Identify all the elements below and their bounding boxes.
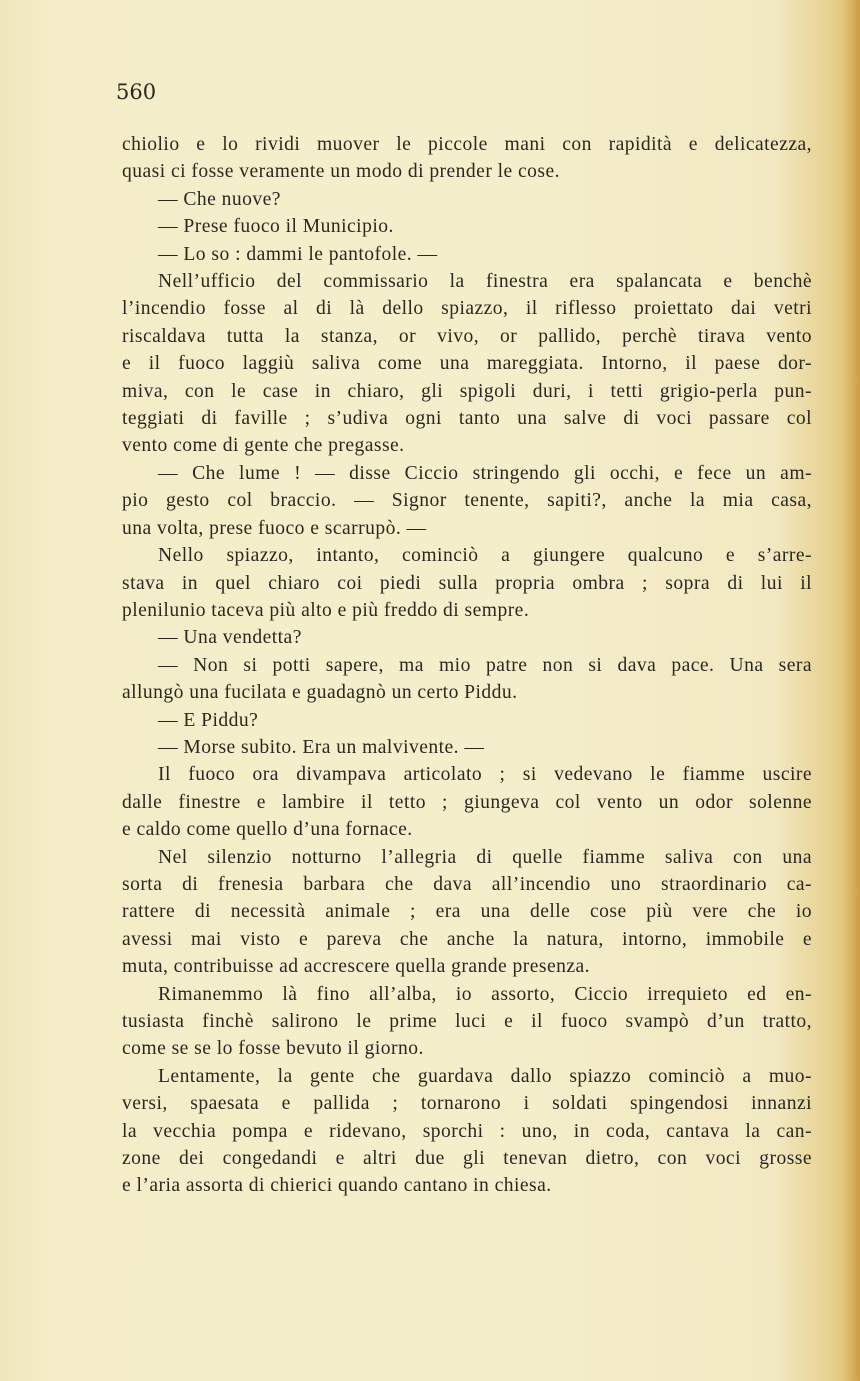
dialogue-line: — Morse subito. Era un malvivente. — bbox=[158, 736, 485, 758]
text-line: riscaldava tutta la stanza, or vivo, or pallido, perchè tirava vento bbox=[122, 325, 812, 347]
text-line: Lentamente, la gente che guardava dallo spiazzo cominciò a muo- bbox=[158, 1065, 812, 1087]
text-line: Nel silenzio notturno l’allegria di quelle fiamme saliva con una bbox=[158, 846, 812, 868]
text-line: avessi mai visto e pareva che anche la natura, intorno, immobile e bbox=[122, 928, 812, 950]
text-line: Nell’ufficio del commissario la finestra era spalancata e benchè bbox=[158, 271, 812, 293]
dialogue-line: — Una vendetta? bbox=[158, 627, 302, 649]
dialogue-line: — Che nuove? bbox=[158, 188, 281, 210]
text-line: miva, con le case in chiaro, gli spigoli duri, i tetti grigio-perla pun- bbox=[122, 380, 812, 402]
text-line: pio gesto col braccio. — Signor tenente, sapiti?, anche la mia casa, bbox=[122, 490, 812, 512]
page-number: 560 bbox=[116, 80, 157, 104]
text-line: e l’aria assorta di chierici quando cantano in chiesa. bbox=[122, 1175, 552, 1197]
text-line: zone dei congedandi e altri due gli tenevan dietro, con voci grosse bbox=[122, 1148, 812, 1170]
text-line: Nello spiazzo, intanto, cominciò a giungere qualcuno e s’arre- bbox=[158, 545, 812, 567]
dialogue-line: — Non si potti sapere, ma mio patre non si dava pace. Una sera bbox=[158, 654, 812, 676]
text-line: rattere di necessità animale ; era una delle cose più vere che io bbox=[122, 901, 812, 923]
text-line: muta, contribuisse ad accrescere quella grande presenza. bbox=[122, 956, 591, 978]
text-line: plenilunio taceva più alto e più freddo di sempre. bbox=[122, 599, 530, 621]
text-line: Il fuoco ora divampava articolato ; si vedevano le fiamme uscire bbox=[158, 764, 812, 786]
text-line: chiolio e lo rividi muover le piccole mani con rapidità e delicatezza, bbox=[122, 134, 812, 155]
text-line: come se se lo fosse bevuto il giorno. bbox=[122, 1038, 424, 1060]
text-line: allungò una fucilata e guadagnò un certo Piddu. bbox=[122, 682, 518, 704]
dialogue-line: — Lo so : dammi le pantofole. — bbox=[158, 243, 438, 265]
text-line: l’incendio fosse al di là dello spiazzo, il riflesso proiettato dai vetri bbox=[122, 298, 812, 320]
text-line: sorta di frenesia barbara che dava all’incendio uno straordinario ca- bbox=[122, 873, 812, 895]
text-line: versi, spaesata e pallida ; tornarono i soldati spingendosi innanzi bbox=[122, 1093, 812, 1115]
text-line: dalle finestre e lambire il tetto ; giungeva col vento un odor solenne bbox=[122, 791, 812, 813]
text-line: e caldo come quello d’una fornace. bbox=[122, 819, 413, 841]
body-text bbox=[122, 131, 812, 1200]
text-line: e il fuoco laggiù saliva come una mareggiata. Intorno, il paese dor- bbox=[122, 353, 812, 375]
text-line: teggiati di faville ; s’udiva ogni tanto una salve di voci passare col bbox=[122, 408, 812, 430]
text-line: tusiasta finchè salirono le prime luci e il fuoco svampò d’un tratto, bbox=[122, 1011, 812, 1032]
text-line: la vecchia pompa e ridevano, sporchi : uno, in coda, cantava la can- bbox=[122, 1120, 812, 1142]
dialogue-line: — Prese fuoco il Municipio. bbox=[158, 216, 394, 238]
dialogue-line: — E Piddu? bbox=[158, 709, 259, 731]
text-line: vento come di gente che pregasse. bbox=[122, 435, 405, 457]
dialogue-line: — Che lume ! — disse Ciccio stringendo gli occhi, e fece un am- bbox=[158, 462, 812, 484]
page-edge bbox=[844, 0, 860, 1381]
text-line: Rimanemmo là fino all’alba, io assorto, Ciccio irrequieto ed en- bbox=[158, 983, 812, 1005]
text-line: quasi ci fosse veramente un modo di prender le cose. bbox=[122, 161, 560, 183]
text-line: una volta, prese fuoco e scarrupò. — bbox=[122, 517, 427, 539]
text-line: stava in quel chiaro coi piedi sulla propria ombra ; sopra di lui il bbox=[122, 572, 812, 594]
